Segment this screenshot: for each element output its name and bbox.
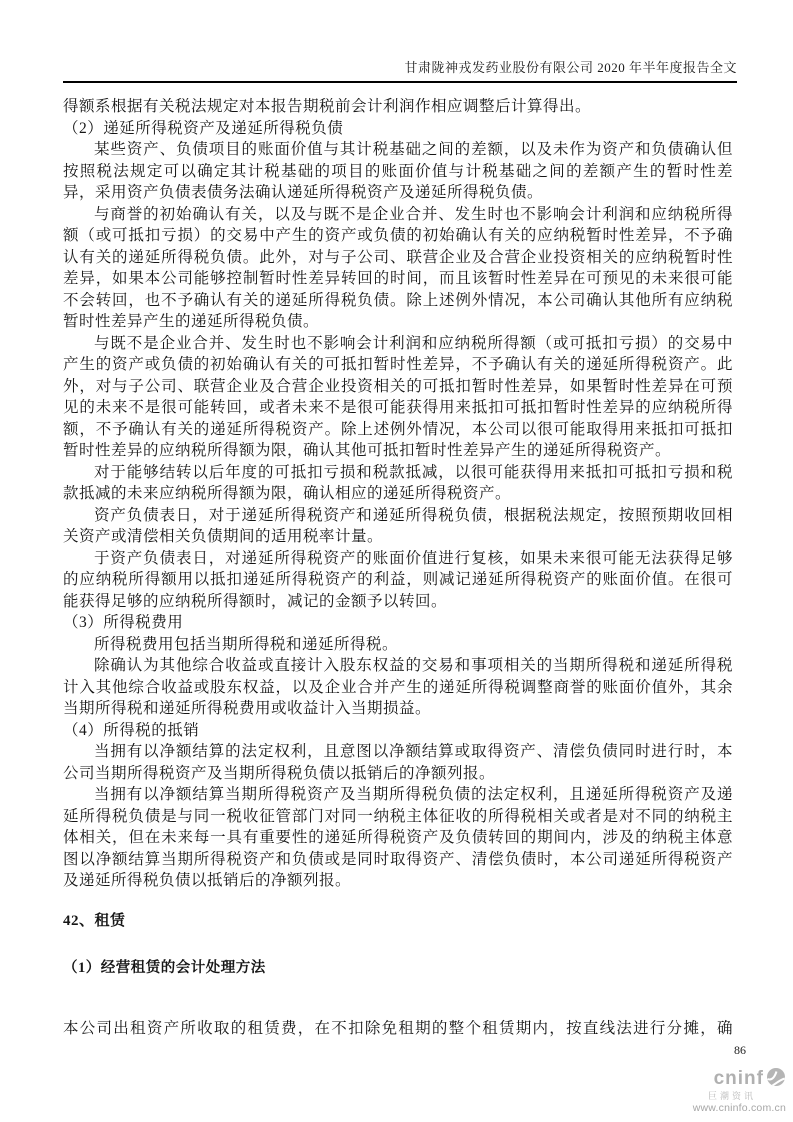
paragraph: 对于能够结转以后年度的可抵扣亏损和税款抵减，以很可能获得用来抵扣可抵扣亏损和税款抵减的未来应纳税所得额为限，确认相应的递延所得税资产。 xyxy=(63,463,733,502)
cninfo-logo-row xyxy=(693,1067,786,1091)
paragraph: 当拥有以净额结算当期所得税资产及当期所得税负债的法定权利，且递延所得税资产及递延所得税负债是与同一税收征管部门对同一纳税主体征收的所得税相关或者是对不同的纳税主体相关，但在未来每一具有重要性的递延所得税资产及负债转回的期间内，涉及的纳税主体意图以净额结算当期所得税资产和负债或是同时取得资产、清偿负债时，本公司递延所得税资产及递延所得税负债以抵销后的净额列报。 xyxy=(63,786,733,889)
paragraph: 某些资产、负债项目的账面价值与其计税基础之间的差额，以及未作为资产和负债确认但按照税法规定可以确定其计税基础的项目的账面价值与计税基础之间的差额产生的暂时性差异，采用资产负债表债务法确认递延所得税资产及递延所得税负债。 xyxy=(63,141,733,201)
cninfo-brand-text: cninf xyxy=(713,1068,764,1089)
cninfo-watermark xyxy=(693,1067,786,1114)
document-body xyxy=(63,96,733,1039)
paragraph: 与既不是企业合并、发生时也不影响会计利润和应纳税所得额（或可抵扣亏损）的交易中产生的资产或负债的初始确认有关的可抵扣暂时性差异，不予确认有关的递延所得税资产。此外，对与子公司、联营企业及合营企业投资相关的可抵扣暂时性差异，如果暂时性差异在可预见的未来不是很可能转回，或者未来不是很可能获得用来抵扣可抵扣暂时性差异的应纳税所得额，不予确认有关的递延所得税资产。除上述例外情况，本公司以很可能取得用来抵扣可抵扣暂时性差异的应纳税所得额为限，确认其他可抵扣暂时性差异产生的递延所得税资产。 xyxy=(63,334,733,459)
paragraph-lease: 本公司出租资产所收取的租赁费，在不扣除免租期的整个租赁期内，按直线法进行分摊，确 xyxy=(63,1019,733,1037)
section-heading-42-lease: 42、租赁 xyxy=(63,912,126,929)
cninfo-url: www.cninfo.com.cn xyxy=(692,1101,786,1114)
cninfo-caption: 巨潮资讯 xyxy=(707,1090,756,1101)
paragraph: 于资产负债表日，对递延所得税资产的账面价值进行复核，如果未来很可能无法获得足够的应纳税所得额用以抵扣递延所得税资产的利益，则减记递延所得税资产的账面价值。在很可能获得足够的应纳税所得额时，减记的金额予以转回。 xyxy=(63,549,733,610)
report-title: 甘肃陇神戎发药业股份有限公司 2020 年半年度报告全文 xyxy=(63,57,737,83)
subsection-heading-3: （3）所得税费用 xyxy=(63,614,184,631)
subsection-heading-2: （2）递延所得税资产及递延所得税负债 xyxy=(63,119,344,137)
paragraph: 当拥有以净额结算的法定权利，且意图以净额结算或取得资产、清偿负债同时进行时，本公司当期所得税资产及当期所得税负债以抵销后的净额列报。 xyxy=(63,743,733,782)
paragraph: 除确认为其他综合收益或直接计入股东权益的交易和事项相关的当期所得税和递延所得税计入其他综合收益或股东权益，以及企业合并产生的递延所得税调整商誉的账面价值外，其余当期所得税和递延所得税费用或收益计入当期损益。 xyxy=(63,657,733,717)
paragraph: 资产负债表日，对于递延所得税资产和递延所得税负债，根据税法规定，按照预期收回相关资产或清偿相关负债期间的适用税率计量。 xyxy=(63,506,733,545)
page-number: 86 xyxy=(734,1043,746,1057)
page-header xyxy=(63,0,737,83)
cninfo-swirl-icon xyxy=(766,1067,786,1091)
paragraph: 所得税费用包括当期所得税和递延所得税。 xyxy=(94,635,399,653)
paragraph-continuation: 得额系根据有关税法规定对本报告期税前会计利润作相应调整后计算得出。 xyxy=(63,98,592,115)
paragraph: 与商誉的初始确认有关，以及与既不是企业合并、发生时也不影响会计利润和应纳税所得额（或可抵扣亏损）的交易中产生的资产或负债的初始确认有关的应纳税暂时性差异，不予确认有关的递延所得税负债。此外，对与子公司、联营企业及合营企业投资相关的应纳税暂时性差异，如果本公司能够控制暂时性差异转回的时间，而且该暂时性差异在可预见的未来很可能不会转回，也不予确认有关的递延所得税负债。除上述例外情况，本公司确认其他所有应纳税暂时性差异产生的递延所得税负债。 xyxy=(63,205,733,330)
section-subheading-operating-lease: （1）经营租赁的会计处理方法 xyxy=(63,960,266,976)
subsection-heading-4: （4）所得税的抵销 xyxy=(63,721,200,739)
